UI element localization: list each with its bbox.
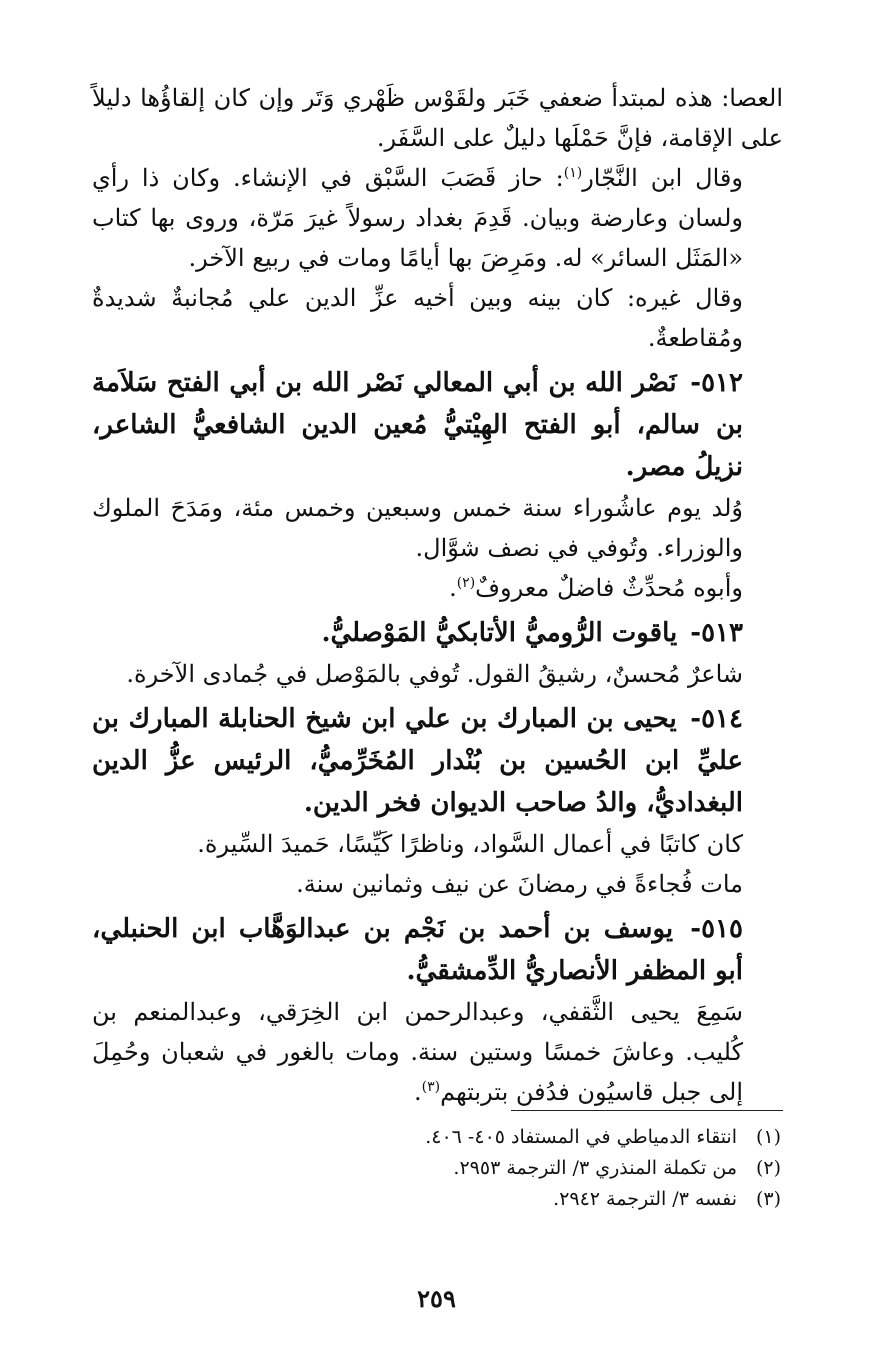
continuation-text: العصا: هذه لمبتدأ ضعفي خَبَر ولقَوْس ظَهْري وَتَر وإن كان إلقاؤُها دليلاً على الإقامة، فإنَّ حَمْلَها دليلٌ على السَّفَر. <box>92 84 783 152</box>
entry-paragraph-text: سَمِعَ يحيى الثَّقفي، وعبدالرحمن ابن الخِرَقي، وعبدالمنعم بن كُليب. وعاشَ خمسًا وستين سنة. ومات بالغور في شعبان وحُمِلَ إلى جبل قاسيُون فدُفن بتربتهم <box>92 998 743 1106</box>
footnotes <box>92 1122 781 1215</box>
footnote-number: (٢) <box>755 1157 781 1179</box>
entry-paragraph-tail: . <box>449 574 457 602</box>
other-said-text: وقال غيره: كان بينه وبين أخيه عزِّ الدين علي مُجانبةٌ شديدةٌ ومُقاطعةٌ. <box>92 284 743 352</box>
footnote-number: (١) <box>755 1126 781 1148</box>
entry-paragraph-text: وُلد يوم عاشُوراء سنة خمس وسبعين وخمس مئة، ومَدَحَ الملوك والوزراء. وتُوفي في نصف شوَّال. <box>92 494 743 562</box>
entry-title: ياقوت الرُّوميُّ الأتابكيُّ المَوْصليُّ. <box>321 618 678 648</box>
main-text <box>92 78 783 1112</box>
footnote-ref-2[interactable]: (٢) <box>456 575 476 591</box>
page-number: ٢٥٩ <box>417 1284 456 1313</box>
entry-heading <box>92 698 783 824</box>
entry-paragraph <box>92 824 783 864</box>
footnote-text: من تكملة المنذري ٣/ الترجمة ٢٩٥٣. <box>453 1157 737 1179</box>
entry-title: يحيى بن المبارك بن علي ابن شيخ الحنابلة المبارك بن عليِّ ابن الحُسين بن بُنْدار المُخَرِّميُّ، الرئيس عزُّ الدين البغداديُّ، والدُ صاحب الديوان فخر الدين. <box>92 704 743 818</box>
entry-heading <box>92 362 783 488</box>
footnote-item <box>92 1184 781 1215</box>
entry-paragraph-text: كان كاتبًا في أعمال السَّواد، وناظرًا كَيِّسًا، حَميدَ السِّيرة. <box>197 830 743 858</box>
footnote-ref-3[interactable]: (٣) <box>421 1079 441 1095</box>
footnote-number: (٣) <box>755 1188 781 1210</box>
entry-number: ٥١٥- <box>690 914 743 944</box>
entry-512 <box>92 362 783 608</box>
footnote-ref-1[interactable]: (١) <box>563 165 583 181</box>
entry-paragraph-text: مات فُجاءةً في رمضانَ عن نيف وثمانين سنة. <box>296 870 743 898</box>
ibn-najjar-before: وقال ابن النَّجّار <box>582 164 743 192</box>
footnote-item <box>92 1153 781 1184</box>
entry-heading <box>92 908 783 992</box>
entry-paragraph-text: شاعرٌ مُحسنٌ، رشيقُ القول. تُوفي بالمَوْصل في جُمادى الآخرة. <box>126 660 743 688</box>
footnote-text: نفسه ٣/ الترجمة ٢٩٤٢. <box>553 1188 737 1210</box>
entry-paragraph-text: وأبوه مُحدِّثٌ فاضلٌ معروفٌ <box>475 574 743 602</box>
entry-514 <box>92 698 783 904</box>
entry-paragraph <box>92 864 783 904</box>
ibn-najjar-after: : حاز قَصَبَ السَّبْق في الإنشاء. وكان ذا رأي ولسان وعارضة وبيان. قَدِمَ بغداد رسولاً غيرَ مَرّة، وروى بها كتاب «المَثَل السائر» له. ومَرِضَ بها أيامًا ومات في ربيع الآخر. <box>92 164 743 272</box>
entry-paragraph <box>92 568 783 608</box>
entry-heading <box>92 612 783 654</box>
entry-number: ٥١٣- <box>690 618 743 648</box>
ibn-najjar-paragraph <box>92 158 783 278</box>
footnote-item <box>92 1122 781 1153</box>
footnote-text: انتقاء الدمياطي في المستفاد ٤٠٥- ٤٠٦. <box>425 1126 737 1148</box>
other-said-paragraph <box>92 278 783 358</box>
continuation-paragraph <box>92 78 783 158</box>
entry-paragraph <box>92 992 783 1112</box>
entry-number: ٥١٤- <box>690 704 743 734</box>
entry-513 <box>92 612 783 694</box>
entry-number: ٥١٢- <box>690 368 743 398</box>
entry-515 <box>92 908 783 1112</box>
entry-paragraph-tail: . <box>414 1078 422 1106</box>
entry-paragraph <box>92 488 783 568</box>
entry-title: نَصْر الله بن أبي المعالي نَصْر الله بن أبي الفتح سَلاَمة بن سالم، أبو الفتح الهِيْتيُّ مُعين الدين الشافعيُّ الشاعر، نزيلُ مصر. <box>92 368 743 482</box>
entry-paragraph <box>92 654 783 694</box>
entry-title: يوسف بن أحمد بن نَجْم بن عبدالوَهَّاب ابن الحنبلي، أبو المظفر الأنصاريُّ الدِّمشقيُّ. <box>92 914 743 986</box>
footnote-separator <box>511 1110 783 1111</box>
